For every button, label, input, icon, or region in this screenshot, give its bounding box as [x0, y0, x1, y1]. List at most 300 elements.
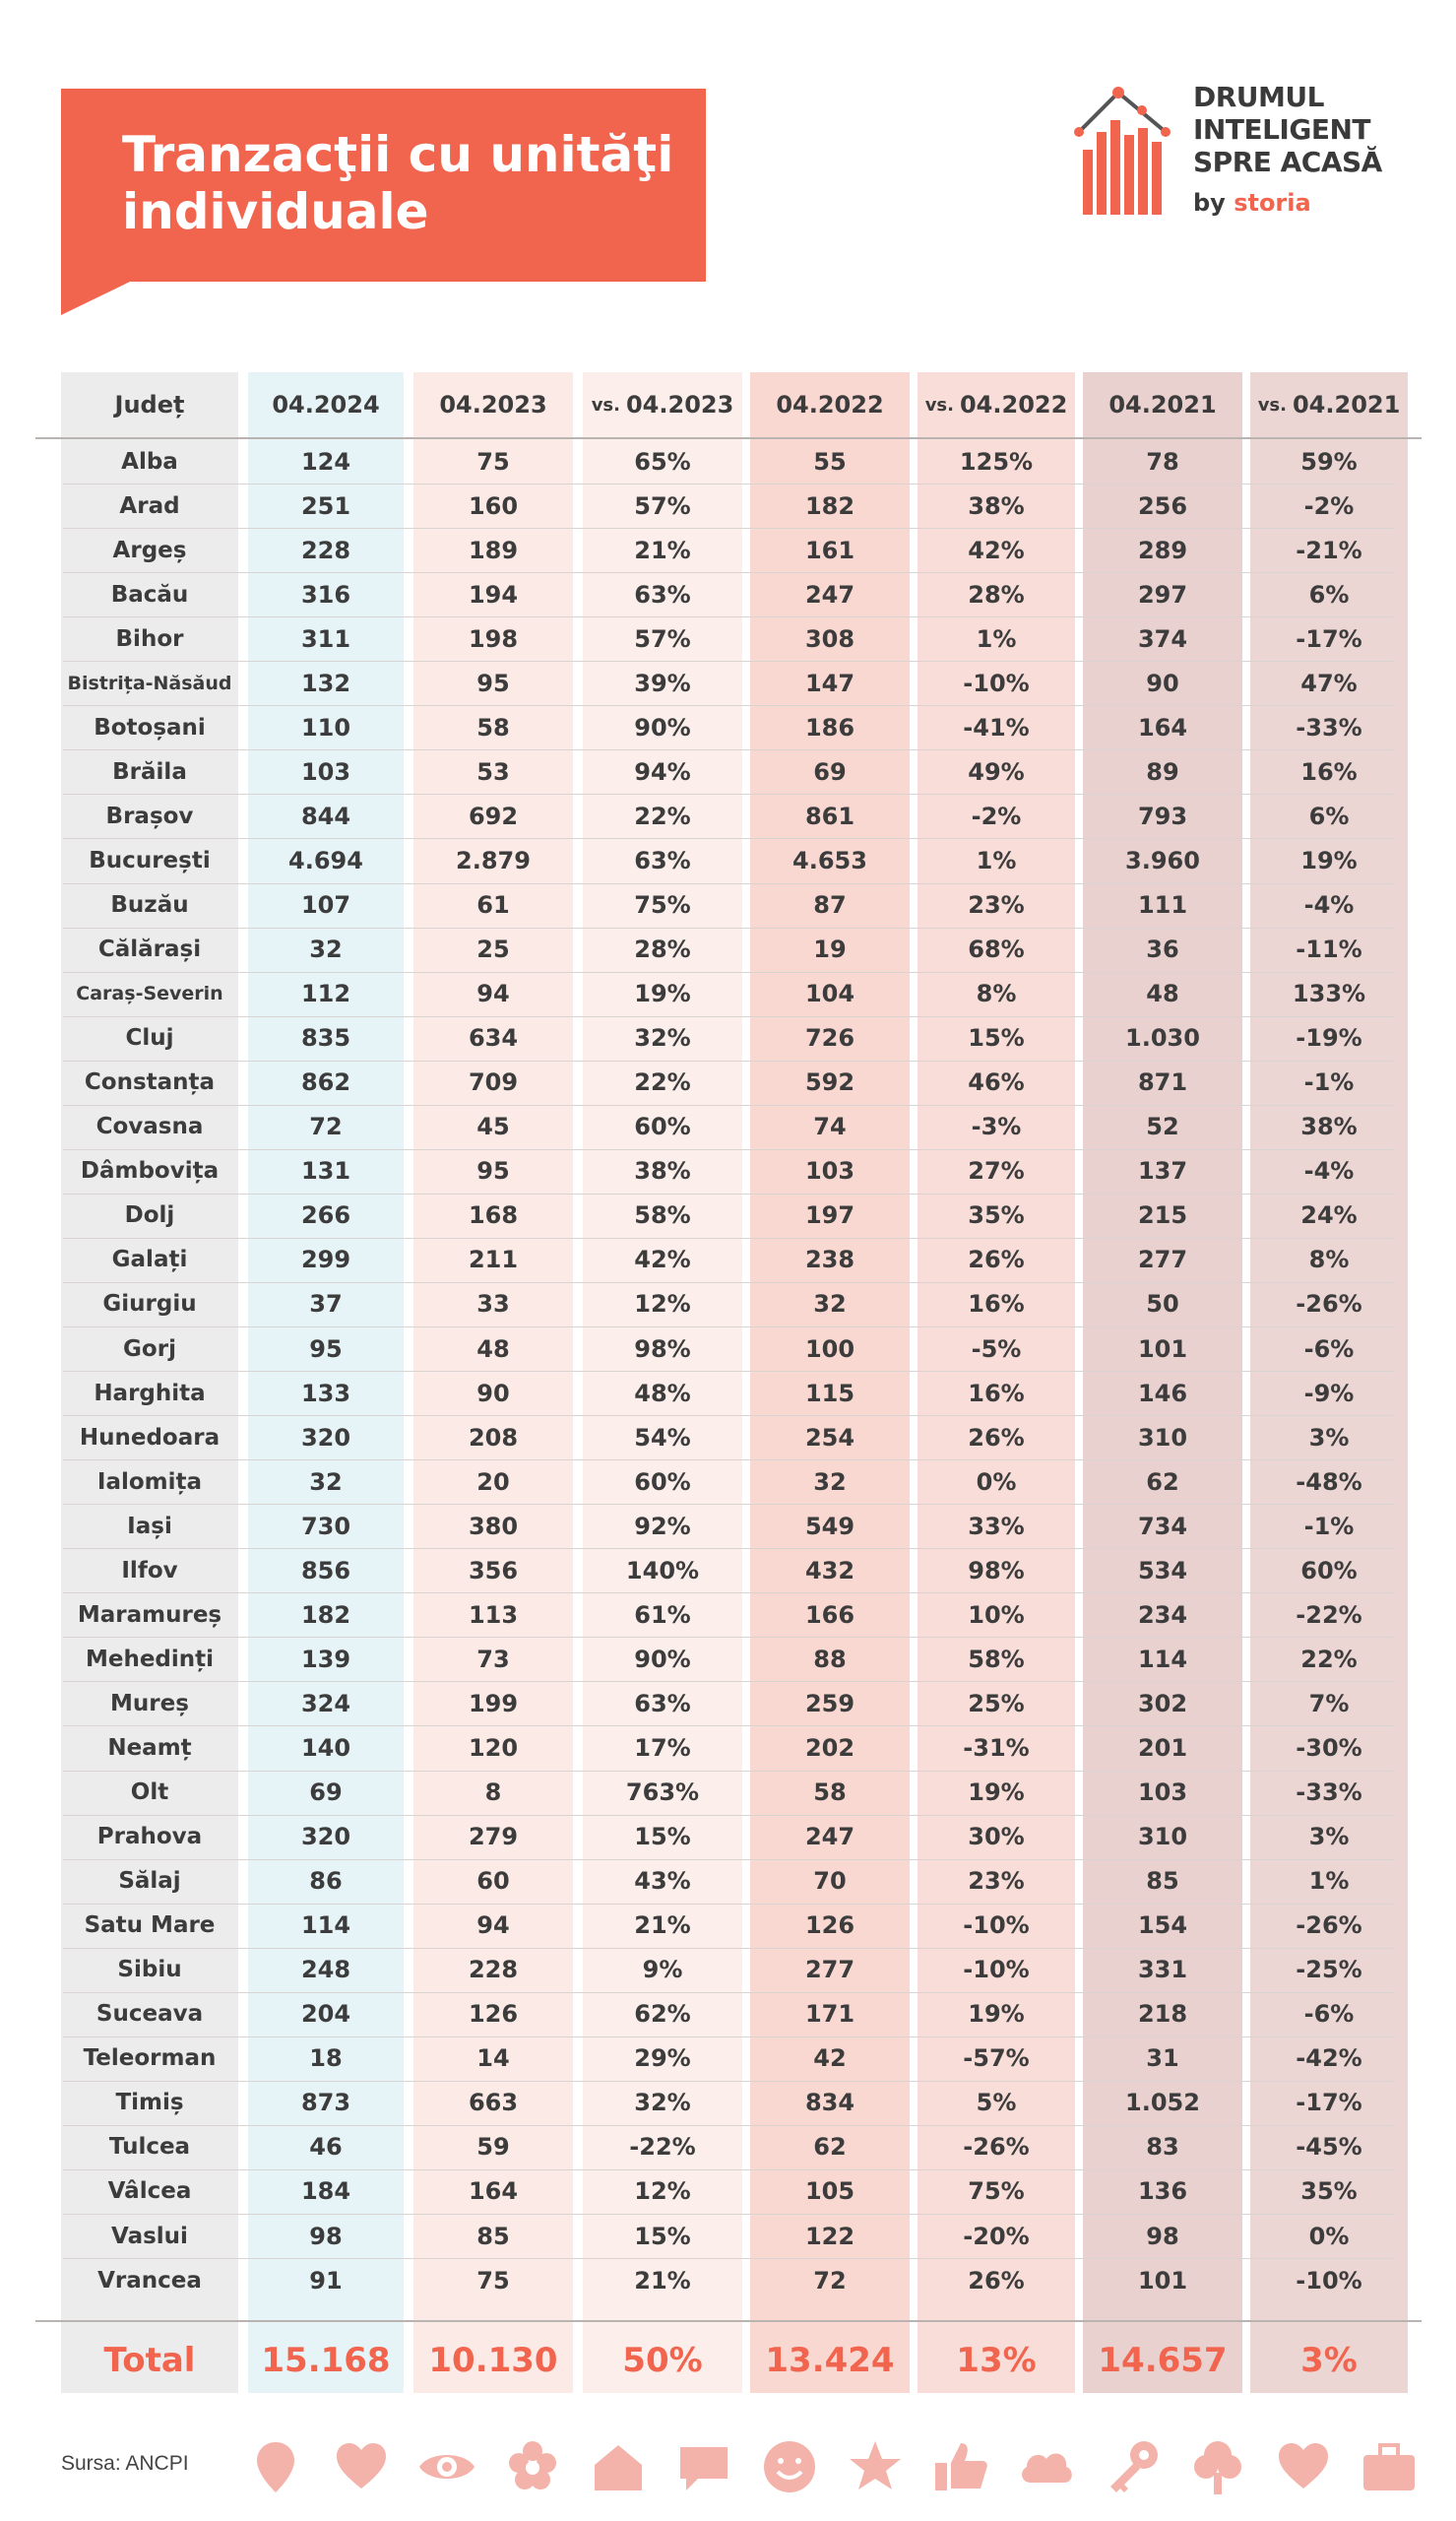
table-row	[35, 1637, 1422, 1681]
key-icon	[1103, 2437, 1162, 2496]
logo-by: by	[1193, 189, 1226, 217]
table-row	[35, 1061, 1422, 1105]
cell-vs-04-2022: 26%	[968, 1246, 1025, 1274]
total-vs-04-2022: 13%	[956, 2341, 1037, 2381]
cell-04-2023: 14	[476, 2044, 510, 2073]
cell-vs-04-2022: -20%	[963, 2222, 1030, 2250]
cell-04-2021: 114	[1137, 1645, 1188, 1673]
cell-judet: Tulcea	[108, 2134, 191, 2161]
cell-judet: Bistrița-Năsăud	[67, 672, 232, 694]
cell-04-2024: 131	[300, 1157, 351, 1186]
cell-04-2021: 164	[1137, 713, 1188, 742]
cell-04-2024: 124	[300, 447, 351, 476]
table-row	[35, 1149, 1422, 1194]
cell-04-2024: 182	[300, 1600, 351, 1629]
cell-04-2021: 52	[1146, 1113, 1179, 1141]
cell-vs-04-2022: 35%	[968, 1201, 1025, 1230]
cell-04-2022: 171	[804, 2000, 855, 2029]
cell-vs-04-2023: 32%	[634, 2089, 691, 2117]
cell-vs-04-2021: -48%	[1296, 1467, 1362, 1496]
cell-vs-04-2022: 58%	[968, 1645, 1025, 1673]
cell-judet: Harghita	[94, 1380, 206, 1406]
cell-04-2023: 120	[468, 1733, 519, 1762]
cell-vs-04-2023: 17%	[634, 1733, 691, 1762]
table-row	[35, 439, 1422, 484]
cell-vs-04-2023: 32%	[634, 1024, 691, 1053]
cell-vs-04-2023: 75%	[634, 891, 691, 920]
table-row	[35, 794, 1422, 838]
cell-vs-04-2022: -41%	[963, 713, 1030, 742]
cell-04-2022: 259	[804, 1689, 855, 1717]
cell-judet: Dolj	[124, 1202, 175, 1229]
cell-04-2023: 160	[468, 491, 519, 520]
cell-vs-04-2023: -22%	[629, 2133, 696, 2162]
cell-04-2024: 132	[300, 669, 351, 697]
location-pin-icon	[246, 2437, 305, 2496]
table-row	[35, 616, 1422, 661]
cell-04-2022: 432	[804, 1556, 855, 1584]
cell-04-2022: 197	[804, 1201, 855, 1230]
cell-vs-04-2023: 42%	[634, 1246, 691, 1274]
cell-vs-04-2021: -26%	[1296, 1290, 1362, 1319]
cell-04-2023: 164	[468, 2177, 519, 2206]
cell-vs-04-2021: -33%	[1296, 713, 1362, 742]
cell-04-2022: 166	[804, 1600, 855, 1629]
cell-vs-04-2021: -9%	[1303, 1379, 1355, 1407]
cell-04-2021: 201	[1137, 1733, 1188, 1762]
cell-vs-04-2021: -10%	[1296, 2266, 1362, 2295]
cell-04-2023: 8	[484, 1778, 502, 1807]
table-row	[35, 1016, 1422, 1061]
logo-line-1: DRUMUL	[1193, 81, 1324, 113]
cell-04-2021: 734	[1137, 1512, 1188, 1540]
cell-04-2021: 331	[1137, 1956, 1188, 1984]
cell-04-2021: 136	[1137, 2177, 1188, 2206]
cell-04-2023: 663	[468, 2089, 519, 2117]
cell-judet: Hunedoara	[79, 1424, 221, 1451]
cell-04-2022: 147	[804, 669, 855, 697]
cell-vs-04-2023: 763%	[625, 1778, 700, 1807]
logo-wordmark	[1193, 81, 1382, 178]
table-row	[35, 572, 1422, 616]
cell-vs-04-2022: -5%	[971, 1334, 1022, 1363]
cell-04-2022: 19	[813, 936, 847, 964]
cell-vs-04-2023: 21%	[634, 1911, 691, 1940]
header-vs-label: vs.	[924, 394, 954, 416]
cell-judet: Maramureș	[77, 1601, 222, 1628]
cell-judet: Arad	[119, 492, 180, 519]
cell-vs-04-2021: 8%	[1308, 1246, 1350, 1274]
cell-04-2023: 58	[476, 713, 510, 742]
cell-vs-04-2021: -6%	[1303, 1334, 1355, 1363]
cell-vs-04-2022: 0%	[976, 1467, 1017, 1496]
cell-vs-04-2022: 1%	[976, 846, 1017, 874]
cell-04-2021: 3.960	[1125, 846, 1200, 874]
cell-vs-04-2021: 1%	[1308, 1867, 1350, 1896]
cell-04-2022: 105	[804, 2177, 855, 2206]
header-vs-label: vs.	[591, 394, 620, 416]
header-judet: Județ	[114, 391, 185, 419]
table-row	[35, 2169, 1422, 2214]
header-04-2021: 04.2021	[1108, 391, 1217, 419]
table-row	[35, 1681, 1422, 1725]
cell-vs-04-2023: 43%	[634, 1867, 691, 1896]
cell-judet: Olt	[130, 1779, 169, 1806]
cell-vs-04-2023: 90%	[634, 1645, 691, 1673]
star-icon	[846, 2437, 905, 2496]
cell-vs-04-2022: -31%	[963, 1733, 1030, 1762]
cell-vs-04-2021: -45%	[1296, 2133, 1362, 2162]
header-04-2022: 04.2022	[776, 391, 884, 419]
total-04-2023: 10.130	[428, 2341, 558, 2381]
cell-judet: Covasna	[95, 1114, 204, 1140]
cell-04-2023: 634	[468, 1024, 519, 1053]
cell-vs-04-2023: 15%	[634, 1823, 691, 1851]
cell-04-2023: 59	[476, 2133, 510, 2162]
table-row	[35, 705, 1422, 749]
cell-04-2021: 62	[1146, 1467, 1179, 1496]
cell-04-2023: 2.879	[456, 846, 531, 874]
table-row	[35, 838, 1422, 882]
cell-vs-04-2022: 75%	[968, 2177, 1025, 2206]
cell-vs-04-2023: 63%	[634, 846, 691, 874]
cell-vs-04-2021: -26%	[1296, 1911, 1362, 1940]
cell-04-2023: 45	[476, 1113, 510, 1141]
header-04-2024: 04.2024	[272, 391, 380, 419]
total-vs-04-2021: 3%	[1300, 2341, 1358, 2381]
table-row	[35, 1771, 1422, 1815]
table-row	[35, 1725, 1422, 1770]
table-row	[35, 1459, 1422, 1504]
cell-04-2021: 310	[1137, 1823, 1188, 1851]
cell-judet: Sălaj	[118, 1868, 181, 1895]
cell-04-2022: 182	[804, 491, 855, 520]
cell-04-2024: 184	[300, 2177, 351, 2206]
cell-judet: Prahova	[96, 1824, 203, 1850]
cell-04-2023: 75	[476, 2266, 510, 2295]
cell-vs-04-2021: 6%	[1308, 580, 1350, 609]
cell-04-2024: 862	[300, 1068, 351, 1097]
heart-icon	[1274, 2437, 1333, 2496]
cell-judet: Ialomița	[96, 1468, 203, 1495]
cell-04-2024: 37	[309, 1290, 343, 1319]
cell-vs-04-2022: 30%	[968, 1823, 1025, 1851]
cell-04-2024: 91	[309, 2266, 343, 2295]
cell-vs-04-2023: 39%	[634, 669, 691, 697]
table-row	[35, 2214, 1422, 2258]
cell-04-2023: 692	[468, 802, 519, 830]
table-row	[35, 1904, 1422, 1948]
cell-vs-04-2022: 16%	[968, 1379, 1025, 1407]
cell-04-2023: 199	[468, 1689, 519, 1717]
cell-vs-04-2022: 1%	[976, 624, 1017, 653]
cell-judet: Vrancea	[97, 2267, 202, 2294]
cell-04-2024: 4.694	[288, 846, 363, 874]
cell-04-2022: 58	[813, 1778, 847, 1807]
cell-04-2023: 113	[468, 1600, 519, 1629]
cell-04-2021: 310	[1137, 1423, 1188, 1452]
cell-04-2022: 254	[804, 1423, 855, 1452]
cell-04-2021: 218	[1137, 2000, 1188, 2029]
source-note: Sursa: ANCPI	[61, 2452, 189, 2475]
cell-vs-04-2023: 15%	[634, 2222, 691, 2250]
cell-vs-04-2023: 12%	[634, 1290, 691, 1319]
cell-04-2024: 114	[300, 1911, 351, 1940]
cell-vs-04-2021: -2%	[1303, 491, 1355, 520]
cell-04-2024: 32	[309, 1467, 343, 1496]
table-row	[35, 2258, 1422, 2302]
cell-vs-04-2021: 3%	[1308, 1823, 1350, 1851]
cell-04-2022: 62	[813, 2133, 847, 2162]
cell-04-2024: 103	[300, 757, 351, 786]
cell-vs-04-2021: -33%	[1296, 1778, 1362, 1807]
cell-vs-04-2022: 10%	[968, 1600, 1025, 1629]
cell-vs-04-2022: -57%	[963, 2044, 1030, 2073]
cell-vs-04-2023: 22%	[634, 802, 691, 830]
tree-icon	[1188, 2437, 1247, 2496]
header-04-2023: 04.2023	[439, 391, 547, 419]
cell-04-2022: 115	[804, 1379, 855, 1407]
cell-judet: Mehedinți	[85, 1646, 215, 1672]
cell-04-2022: 161	[804, 536, 855, 564]
cell-04-2021: 302	[1137, 1689, 1188, 1717]
cell-judet: Neamț	[107, 1734, 192, 1761]
header-vs-label: vs.	[1257, 394, 1287, 416]
table-row	[35, 1326, 1422, 1371]
cell-vs-04-2022: 23%	[968, 891, 1025, 920]
cell-04-2024: 32	[309, 936, 343, 964]
cell-04-2022: 247	[804, 580, 855, 609]
cell-vs-04-2021: -17%	[1296, 2089, 1362, 2117]
logo-brand: storia	[1234, 189, 1311, 217]
cell-04-2024: 251	[300, 491, 351, 520]
cell-vs-04-2023: 28%	[634, 936, 691, 964]
cell-vs-04-2022: 38%	[968, 491, 1025, 520]
thumbs-up-icon	[931, 2437, 990, 2496]
cell-vs-04-2022: 68%	[968, 936, 1025, 964]
cell-vs-04-2023: 22%	[634, 1068, 691, 1097]
house-chart-logo-icon	[1073, 81, 1181, 219]
cell-04-2024: 107	[300, 891, 351, 920]
cell-04-2023: 168	[468, 1201, 519, 1230]
cell-04-2021: 793	[1137, 802, 1188, 830]
table-row	[35, 1859, 1422, 1904]
cell-judet: Teleorman	[83, 2045, 217, 2072]
cell-vs-04-2021: 22%	[1300, 1645, 1358, 1673]
cell-04-2023: 709	[468, 1068, 519, 1097]
cell-vs-04-2022: 49%	[968, 757, 1025, 786]
cell-judet: Cluj	[125, 1025, 174, 1052]
cell-04-2024: 320	[300, 1423, 351, 1452]
cell-vs-04-2023: 92%	[634, 1512, 691, 1540]
cell-04-2023: 189	[468, 536, 519, 564]
cell-04-2023: 48	[476, 1334, 510, 1363]
cell-vs-04-2021: 24%	[1300, 1201, 1358, 1230]
cell-vs-04-2021: 38%	[1300, 1113, 1358, 1141]
cell-vs-04-2023: 60%	[634, 1113, 691, 1141]
cell-04-2021: 98	[1146, 2222, 1179, 2250]
cell-04-2022: 4.653	[792, 846, 867, 874]
cell-04-2021: 31	[1146, 2044, 1179, 2073]
cell-04-2022: 238	[804, 1246, 855, 1274]
cell-04-2024: 324	[300, 1689, 351, 1717]
cell-vs-04-2022: -2%	[971, 802, 1022, 830]
table-row	[35, 1415, 1422, 1459]
cell-vs-04-2022: 28%	[968, 580, 1025, 609]
cell-vs-04-2021: 35%	[1300, 2177, 1358, 2206]
cell-04-2022: 308	[804, 624, 855, 653]
cell-vs-04-2023: 19%	[634, 980, 691, 1008]
cell-judet: Vâlcea	[107, 2178, 192, 2205]
cell-04-2024: 320	[300, 1823, 351, 1851]
cell-04-2022: 42	[813, 2044, 847, 2073]
header-date-label: 04.2021	[1292, 391, 1401, 419]
cell-04-2024: 266	[300, 1201, 351, 1230]
header-date-label: 04.2023	[625, 391, 734, 419]
cell-vs-04-2021: -4%	[1303, 891, 1355, 920]
table-row	[35, 528, 1422, 572]
cell-judet: Suceava	[95, 2001, 204, 2028]
cell-04-2023: 94	[476, 980, 510, 1008]
cell-04-2022: 126	[804, 1911, 855, 1940]
cell-vs-04-2022: 26%	[968, 2266, 1025, 2295]
cell-04-2023: 194	[468, 580, 519, 609]
table-row	[35, 1238, 1422, 1282]
cell-04-2021: 36	[1146, 936, 1179, 964]
header-date-label: 04.2022	[959, 391, 1068, 419]
cell-04-2024: 112	[300, 980, 351, 1008]
cell-vs-04-2023: 61%	[634, 1600, 691, 1629]
cell-vs-04-2022: 26%	[968, 1423, 1025, 1452]
table-row	[35, 1504, 1422, 1548]
cell-04-2022: 88	[813, 1645, 847, 1673]
cell-vs-04-2022: 42%	[968, 536, 1025, 564]
cell-04-2022: 100	[804, 1334, 855, 1363]
cell-04-2023: 73	[476, 1645, 510, 1673]
table-row	[35, 1105, 1422, 1149]
cell-judet: Botoșani	[94, 714, 206, 741]
table-row	[35, 1948, 1422, 1992]
cell-vs-04-2021: 47%	[1300, 669, 1358, 697]
cell-vs-04-2023: 29%	[634, 2044, 691, 2073]
cell-judet: Călărași	[97, 937, 202, 963]
cell-04-2024: 140	[300, 1733, 351, 1762]
cell-04-2021: 154	[1137, 1911, 1188, 1940]
table-row	[35, 661, 1422, 705]
cell-vs-04-2023: 98%	[634, 1334, 691, 1363]
cell-04-2021: 103	[1137, 1778, 1188, 1807]
cell-vs-04-2021: -42%	[1296, 2044, 1362, 2073]
cell-vs-04-2023: 58%	[634, 1201, 691, 1230]
cell-vs-04-2021: 133%	[1292, 980, 1366, 1008]
cell-vs-04-2022: -3%	[971, 1113, 1022, 1141]
cell-vs-04-2021: -22%	[1296, 1600, 1362, 1629]
eye-icon	[417, 2437, 476, 2496]
cell-vs-04-2023: 63%	[634, 580, 691, 609]
cell-04-2024: 139	[300, 1645, 351, 1673]
cell-04-2021: 871	[1137, 1068, 1188, 1097]
cell-vs-04-2023: 90%	[634, 713, 691, 742]
cell-vs-04-2022: 125%	[959, 447, 1034, 476]
heart-icon	[332, 2437, 391, 2496]
cell-04-2021: 215	[1137, 1201, 1188, 1230]
cell-04-2024: 46	[309, 2133, 343, 2162]
cell-04-2023: 33	[476, 1290, 510, 1319]
storia-logo	[1073, 81, 1427, 228]
total-judet: Total	[103, 2341, 196, 2381]
cell-judet: Brașov	[105, 803, 194, 829]
cell-04-2021: 83	[1146, 2133, 1179, 2162]
cell-04-2022: 861	[804, 802, 855, 830]
cell-judet: Mureș	[110, 1690, 189, 1716]
logo-byline	[1193, 189, 1311, 217]
cell-vs-04-2022: 46%	[968, 1068, 1025, 1097]
cell-vs-04-2022: -10%	[963, 669, 1030, 697]
cell-judet: Satu Mare	[84, 1912, 216, 1939]
cell-04-2021: 146	[1137, 1379, 1188, 1407]
cell-04-2023: 25	[476, 936, 510, 964]
cell-04-2022: 122	[804, 2222, 855, 2250]
cell-04-2024: 856	[300, 1556, 351, 1584]
cell-04-2024: 86	[309, 1867, 343, 1896]
total-04-2022: 13.424	[765, 2341, 895, 2381]
cell-judet: Bihor	[115, 625, 184, 652]
cell-vs-04-2023: 94%	[634, 757, 691, 786]
cell-04-2022: 277	[804, 1956, 855, 1984]
cell-04-2023: 53	[476, 757, 510, 786]
cell-vs-04-2021: -21%	[1296, 536, 1362, 564]
cell-04-2023: 208	[468, 1423, 519, 1452]
cell-04-2022: 87	[813, 891, 847, 920]
cell-04-2021: 111	[1137, 891, 1188, 920]
cell-vs-04-2021: 60%	[1300, 1556, 1358, 1584]
cell-04-2024: 730	[300, 1512, 351, 1540]
cell-vs-04-2023: 57%	[634, 624, 691, 653]
cell-judet: Vaslui	[111, 2223, 188, 2249]
cell-04-2021: 89	[1146, 757, 1179, 786]
total-row	[35, 2324, 1422, 2397]
cell-vs-04-2022: 19%	[968, 1778, 1025, 1807]
cell-vs-04-2022: 98%	[968, 1556, 1025, 1584]
cell-04-2024: 873	[300, 2089, 351, 2117]
cell-vs-04-2023: 21%	[634, 536, 691, 564]
cell-vs-04-2021: 16%	[1300, 757, 1358, 786]
cell-04-2023: 95	[476, 669, 510, 697]
briefcase-icon	[1360, 2437, 1419, 2496]
cell-vs-04-2022: -10%	[963, 1956, 1030, 1984]
cell-04-2024: 316	[300, 580, 351, 609]
cell-04-2022: 72	[813, 2266, 847, 2295]
cell-04-2021: 234	[1137, 1600, 1188, 1629]
cell-vs-04-2023: 48%	[634, 1379, 691, 1407]
cell-judet: Caraș-Severin	[76, 983, 223, 1005]
cell-04-2022: 32	[813, 1290, 847, 1319]
cell-04-2021: 1.052	[1125, 2089, 1200, 2117]
cell-vs-04-2023: 21%	[634, 2266, 691, 2295]
cell-vs-04-2023: 62%	[634, 2000, 691, 2029]
cell-04-2021: 297	[1137, 580, 1188, 609]
cell-vs-04-2023: 65%	[634, 447, 691, 476]
cloud-icon	[1017, 2437, 1076, 2496]
cell-judet: Constanța	[84, 1069, 216, 1096]
table-row	[35, 1282, 1422, 1326]
cell-04-2023: 61	[476, 891, 510, 920]
table-row	[35, 1548, 1422, 1592]
cell-04-2021: 256	[1137, 491, 1188, 520]
cell-vs-04-2021: 6%	[1308, 802, 1350, 830]
header-vs-04-2023	[583, 372, 742, 437]
cell-vs-04-2023: 140%	[625, 1556, 700, 1584]
